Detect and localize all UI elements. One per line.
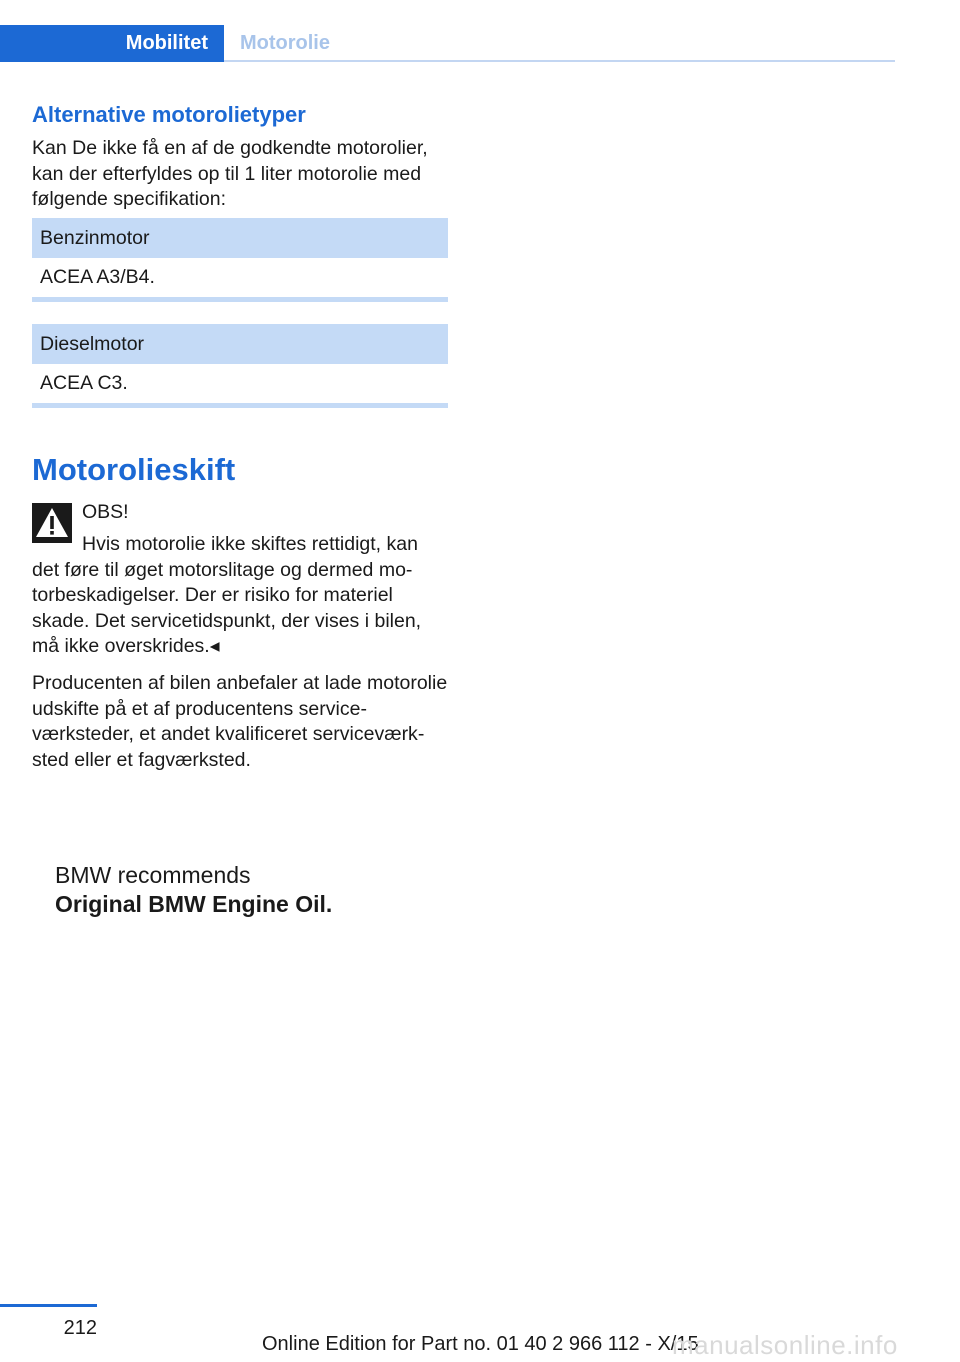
section-heading-oil-change: Motorolieskift (32, 452, 236, 487)
spec-label-diesel: Dieselmotor (32, 324, 448, 364)
page-number-rule (0, 1304, 97, 1307)
warning-body: Hvis motorolie ikke skiftes rettidigt, kan det føre til øget motorslitage og dermed motorbeskadigelser. Der er risiko for materiel skade. Det servicetidspunkt, der vises i bilen, må ikke overskrides.◂ (32, 533, 422, 657)
page-number: 212 (63, 1317, 97, 1339)
spec-value-petrol: ACEA A3/B4. (40, 266, 155, 288)
bmw-engine-oil-line: Original BMW Engine Oil. (55, 891, 333, 917)
warning-title: OBS! (82, 501, 129, 523)
tab-motorolie[interactable]: Motorolie (240, 32, 330, 54)
service-paragraph: Producenten af bilen anbefaler at lade motorolie udskifte på et af producentens serviceværksteder, et andet kvalificeret serviceværksted eller et fagværksted. (32, 672, 448, 771)
edition-footer: Online Edition for Part no. 01 40 2 966 112 - X/15 (262, 1333, 699, 1355)
header-bar (0, 0, 960, 62)
watermark: manualsonline.info (672, 1330, 898, 1360)
intro-paragraph: Kan De ikke få en af de godkendte motorolier, kan der efterfyldes op til 1 liter motorolie med følgende specifikation: (32, 137, 428, 210)
header-rule (224, 60, 895, 62)
tab-mobilitet[interactable]: Mobilitet (0, 25, 224, 62)
spec-value-diesel: ACEA C3. (40, 372, 128, 394)
section-heading-alternative: Alternative motorolietyper (32, 102, 306, 127)
spec-rule-diesel (32, 403, 448, 408)
bmw-recommends-line: BMW recommends (55, 862, 251, 888)
spec-label-petrol: Benzinmotor (32, 218, 448, 258)
spec-rule-petrol (32, 297, 448, 302)
